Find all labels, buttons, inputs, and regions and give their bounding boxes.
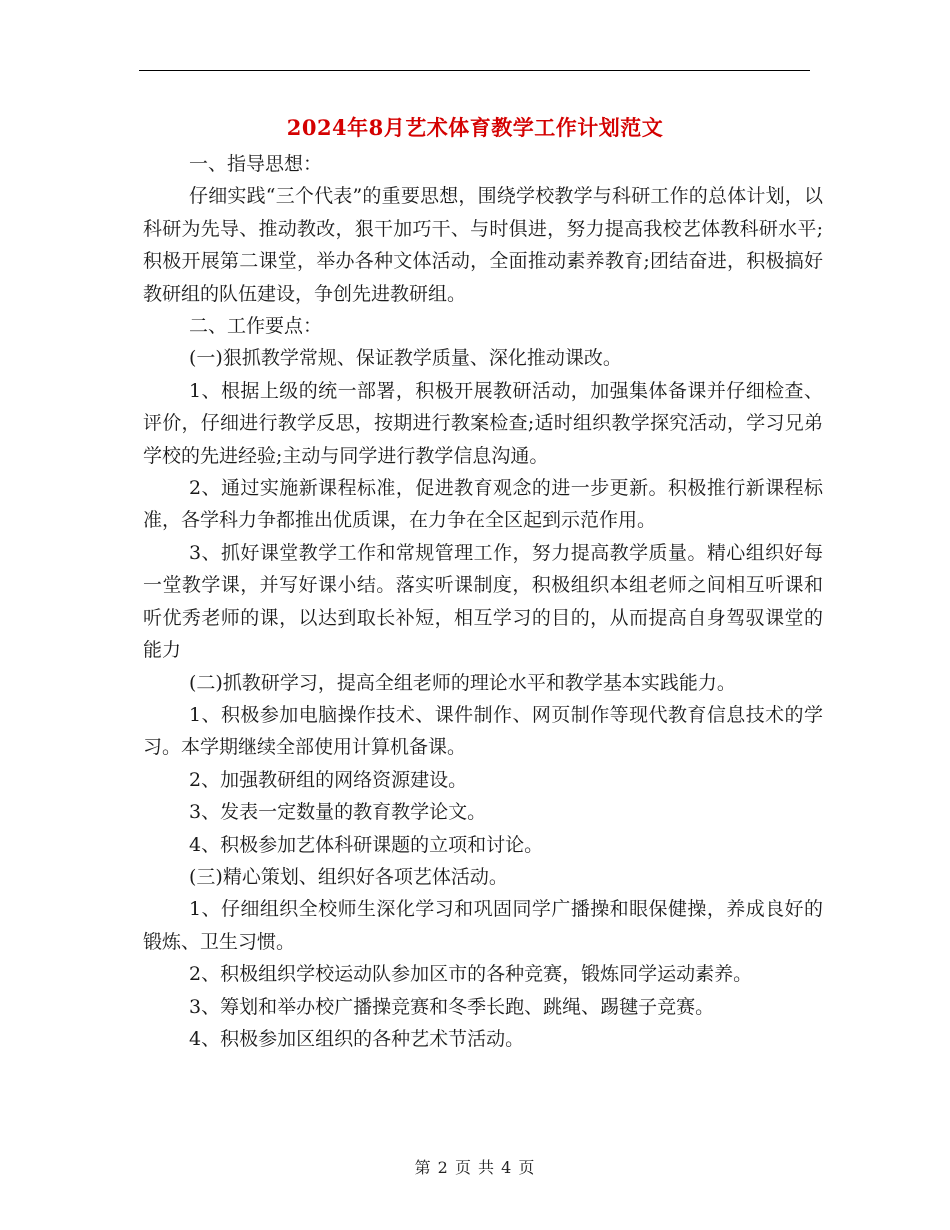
- subsection-heading: (一)狠抓教学常规、保证教学质量、深化推动课改。: [189, 347, 622, 370]
- header-rule: [139, 70, 810, 71]
- subsection-heading: (二)抓教研学习，提高全组老师的理论水平和教学基本实践能力。: [189, 671, 736, 694]
- list-item: 2、通过实施新课程标准，促进教育观念的进一步更新。积极推行新课程标准，各学科力争都推出优质课，在力争在全区起到示范作用。: [143, 477, 823, 532]
- list-item: 1、仔细组织全校师生深化学习和巩固同学广播操和眼保健操，养成良好的锻炼、卫生习惯。: [143, 898, 823, 953]
- page-number-footer: 第 2 页 共 4 页: [414, 1158, 536, 1177]
- list-item: 2、加强教研组的网络资源建设。: [189, 768, 468, 791]
- document-title: 2024年8月艺术体育教学工作计划范文: [286, 115, 664, 140]
- list-item: 3、抓好课堂教学工作和常规管理工作，努力提高教学质量。精心组织好每一堂教学课，并写好课小结。落实听课制度，积极组织本组老师之间相互听课和听优秀老师的课，以达到取长补短，相互学习的目的，从而提高自身驾驭课堂的能力: [143, 541, 823, 662]
- section-heading: 二、工作要点：: [189, 315, 323, 338]
- subsection-heading: (三)精心策划、组织好各项艺体活动。: [189, 865, 508, 888]
- list-item: 1、根据上级的统一部署，积极开展教研活动，加强集体备课并仔细检查、评价，仔细进行教学反思，按期进行教案检查;适时组织教学探究活动，学习兄弟学校的先进经验;主动与同学进行教学信息沟通。: [143, 379, 823, 467]
- list-item: 1、积极参加电脑操作技术、课件制作、网页制作等现代教育信息技术的学习。本学期继续全部使用计算机备课。: [143, 703, 823, 759]
- list-item: 2、积极组织学校运动队参加区市的各种竞赛，锻炼同学运动素养。: [189, 963, 753, 986]
- paragraph: 仔细实践“三个代表”的重要思想，围绕学校教学与科研工作的总体计划，以科研为先导、推动教改，狠干加巧干、与时俱进，努力提高我校艺体教科研水平;积极开展第二课堂，举办各种文体活动，全面推动素养教育;团结奋进，积极搞好教研组的队伍建设，争创先进教研组。: [143, 185, 823, 305]
- section-heading: 一、指导思想：: [189, 153, 323, 175]
- document-body: [143, 148, 823, 1055]
- list-item: 4、积极参加区组织的各种艺术节活动。: [189, 1027, 525, 1050]
- list-item: 4、积极参加艺体科研课题的立项和讨论。: [189, 833, 544, 856]
- list-item: 3、筹划和举办校广播操竞赛和冬季长跑、跳绳、踢毽子竞赛。: [189, 995, 715, 1018]
- list-item: 3、发表一定数量的教育教学论文。: [189, 801, 487, 824]
